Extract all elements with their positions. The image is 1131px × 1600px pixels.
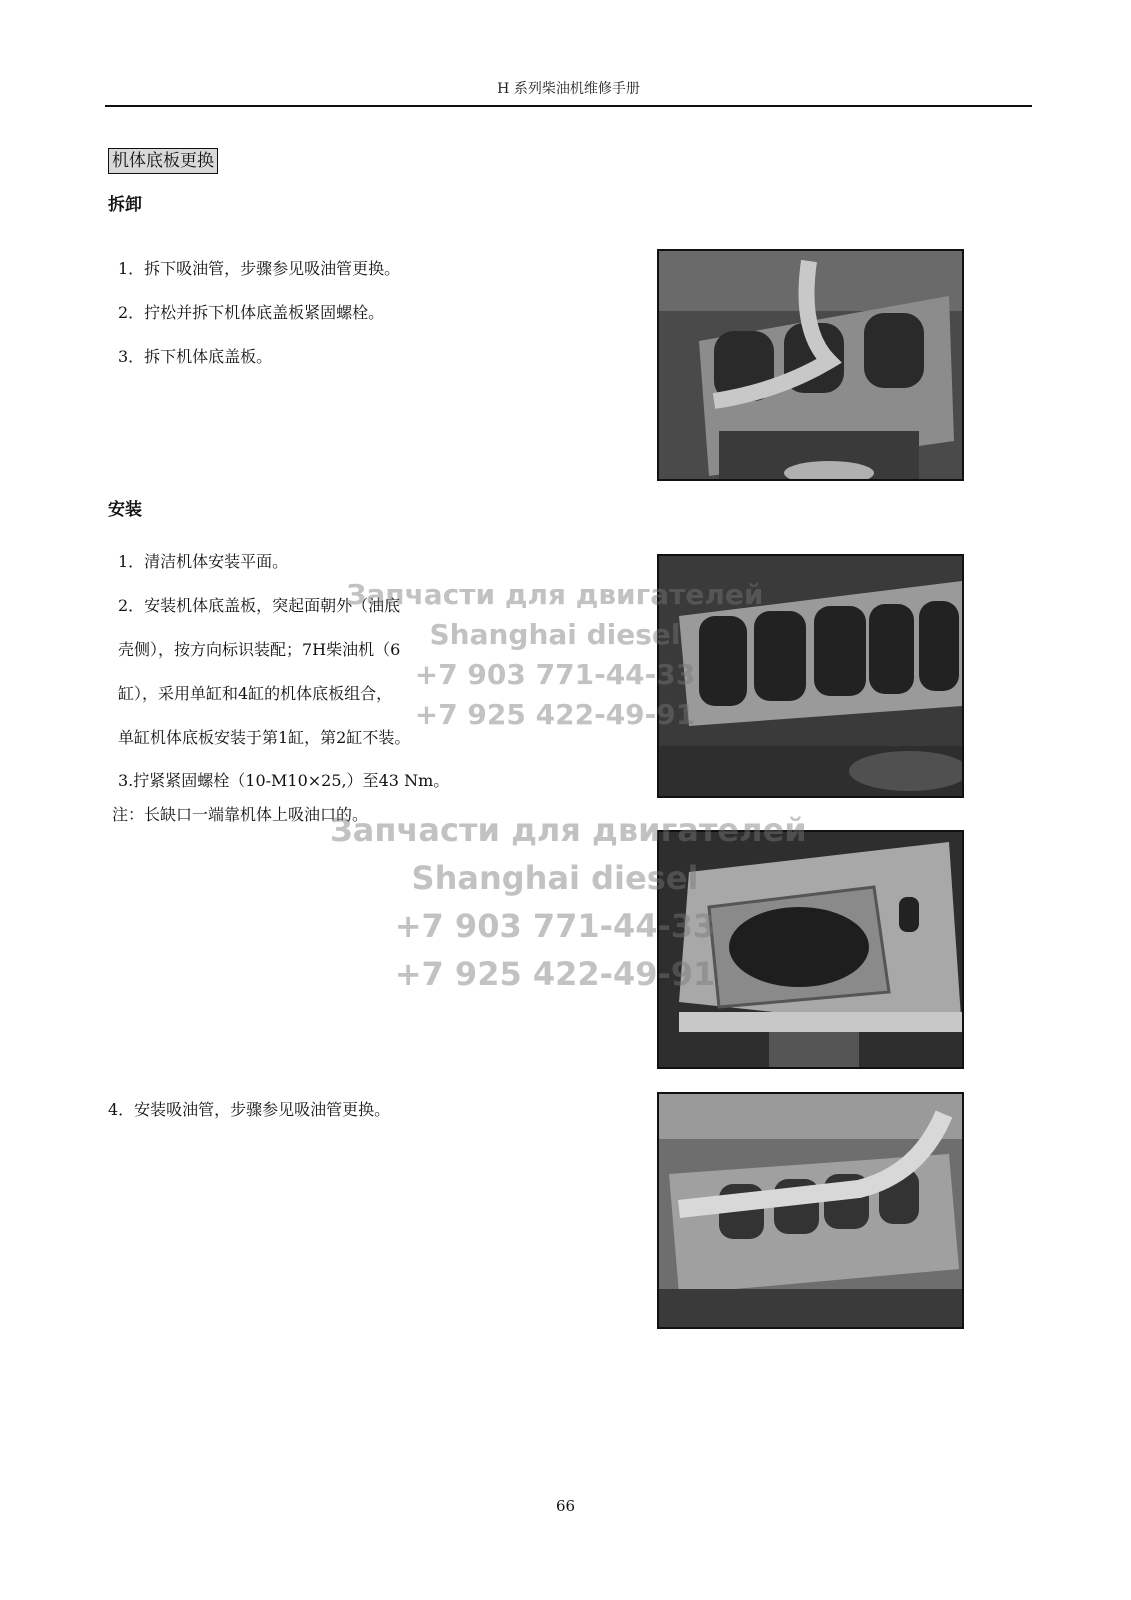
install-line-4: 缸），采用单缸和4缸的机体底板组合， — [118, 684, 393, 703]
watermark-line-4: +7 925 422-49-91 — [414, 698, 696, 731]
running-header: H 系列柴油机维修手册 — [497, 81, 640, 97]
install-line-1: 1．清洁机体安装平面。 — [118, 552, 289, 571]
watermark-line-2: Shanghai diesel — [411, 859, 699, 897]
photo-install-oil-pipe — [657, 1092, 964, 1329]
photo-removal-oil-pipe — [657, 249, 964, 481]
section-title: 机体底板更换 — [108, 148, 218, 174]
install-step-4: 4．安装吸油管，步骤参见吸油管更换。 — [108, 1100, 391, 1119]
removal-heading: 拆卸 — [108, 195, 142, 215]
removal-step-3: 3．拆下机体底盖板。 — [118, 347, 273, 366]
removal-step-1: 1．拆下吸油管，步骤参见吸油管更换。 — [118, 259, 401, 278]
install-note: 注：长缺口一端靠机体上吸油口的。 — [112, 805, 369, 824]
removal-step-2: 2．拧松并拆下机体底盖板紧固螺栓。 — [118, 303, 385, 322]
watermark-line-3: +7 903 771-44-33 — [414, 658, 696, 691]
watermark-line-4: +7 925 422-49-91 — [394, 955, 716, 993]
watermark-line-2: Shanghai diesel — [429, 618, 681, 651]
photo-install-block — [657, 554, 964, 798]
header-rule — [105, 105, 1032, 107]
install-line-2: 2．安装机体底盖板，突起面朝外（油底 — [118, 596, 401, 615]
page-number: 66 — [555, 1497, 576, 1515]
install-line-5: 单缸机体底板安装于第1缸，第2缸不装。 — [118, 728, 411, 747]
watermark-line-3: +7 903 771-44-33 — [394, 907, 716, 945]
install-heading: 安装 — [108, 500, 142, 520]
watermark-line-1: Запчасти для двигателей — [346, 578, 764, 611]
install-line-3: 壳侧），按方向标识装配；7H柴油机（6 — [118, 640, 401, 659]
photo-install-plate — [657, 830, 964, 1069]
install-line-6: 3.拧紧紧固螺栓（10-M10×25,）至43 Nm。 — [118, 771, 450, 790]
watermark-line-1: Запчасти для двигателей — [330, 811, 807, 849]
